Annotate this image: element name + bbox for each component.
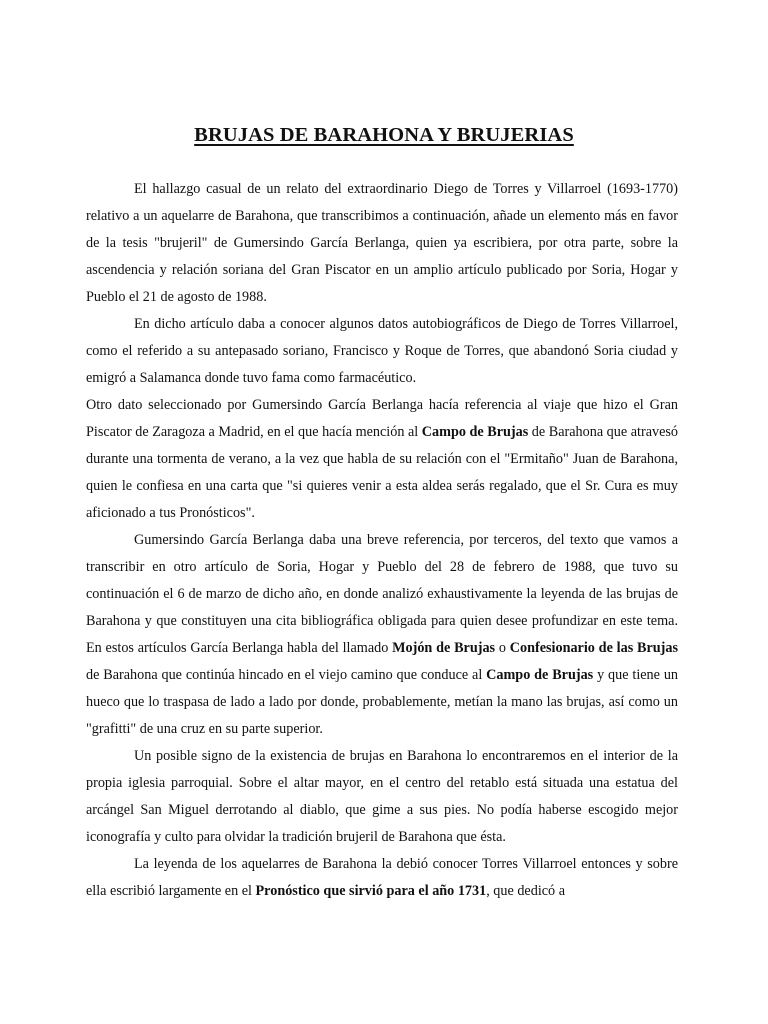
text-run: En dicho artículo daba a conocer algunos datos autobiográficos de Diego de Torres Villarroel, como el referido a su antepasado soriano, Francisco y Roque de Torres, que abandonó Soria ciudad y emigró a Salamanca donde tuvo fama como farmacéutico. <box>86 316 678 386</box>
bold-phrase: Campo de Brujas <box>486 667 594 683</box>
text-run: o <box>495 640 510 656</box>
text-run: , que dedicó a <box>486 883 565 899</box>
text-run: de Barahona que continúa hincado en el viejo camino que conduce al <box>86 667 487 683</box>
text-run: Otro dato seleccionado por Gumersindo García Berlanga hacía referencia al viaje que hizo el Gran Piscator de Zaragoza a Madrid, en el que hacía mención al <box>86 397 678 440</box>
text-run: Un posible signo de la existencia de brujas en Barahona lo encontraremos en el interior de la propia iglesia parroquial. Sobre el altar mayor, en el centro del retablo está situada una estatua del arcángel San Miguel derrotando al diablo, que gime a sus pies. No podía haberse escogido mejor iconografía y culto para olvidar la tradición brujeril de Barahona que ésta. <box>86 748 678 845</box>
text-run: de Barahona que atravesó durante una tormenta de verano, a la vez que habla de su relación con el "Ermitaño" Juan de Barahona, quien le confiesa en una carta que "si quieres venir a esta aldea serás regalado, que el Sr. Cura es muy aficionado a tus Pronósticos". <box>86 424 678 521</box>
text-run: y que tiene un hueco que lo traspasa de lado a lado por donde, probablemente, metían la mano las brujas, así como un "grafitti" de una cruz en su parte superior. <box>86 667 679 737</box>
paragraph <box>86 311 678 392</box>
bold-phrase: Campo de Brujas <box>421 424 529 440</box>
paragraph <box>86 851 678 905</box>
text-run: El hallazgo casual de un relato del extraordinario Diego de Torres y Villarroel (1693-1770) relativo a un aquelarre de Barahona, que transcribimos a continuación, añade un elemento más en favor de la tesis "brujeril" de Gumersindo García Berlanga, quien ya escribiera, por otra parte, sobre la ascendencia y relación soriana del Gran Piscator en un amplio artículo publicado por Soria, Hogar y Pueblo el 21 de agosto de 1988. <box>86 181 678 305</box>
bold-phrase: Mojón de Brujas <box>392 640 496 656</box>
document-title: BRUJAS DE BARAHONA Y BRUJERIAS <box>194 123 574 146</box>
paragraph <box>86 176 678 311</box>
paragraph <box>86 527 678 743</box>
paragraph <box>86 392 678 527</box>
paragraph <box>86 743 678 851</box>
bold-phrase: Pronóstico que sirvió para el año 1731 <box>255 883 487 899</box>
text-run: Gumersindo García Berlanga daba una breve referencia, por terceros, del texto que vamos a transcribir en otro artículo de Soria, Hogar y Pueblo del 28 de febrero de 1988, que tuvo su continuación el 6 de marzo de dicho año, en donde analizó exhaustivamente la leyenda de las brujas de Barahona y que constituyen una cita bibliográfica obligada para quien desee profundizar en este tema. En estos artículos García Berlanga habla del llamado <box>86 532 678 656</box>
text-run: La leyenda de los aquelarres de Barahona la debió conocer Torres Villarroel entonces y sobre ella escribió largamente en el <box>86 856 678 899</box>
bold-phrase: Confesionario de las Brujas <box>509 640 679 656</box>
document-body <box>86 176 678 905</box>
